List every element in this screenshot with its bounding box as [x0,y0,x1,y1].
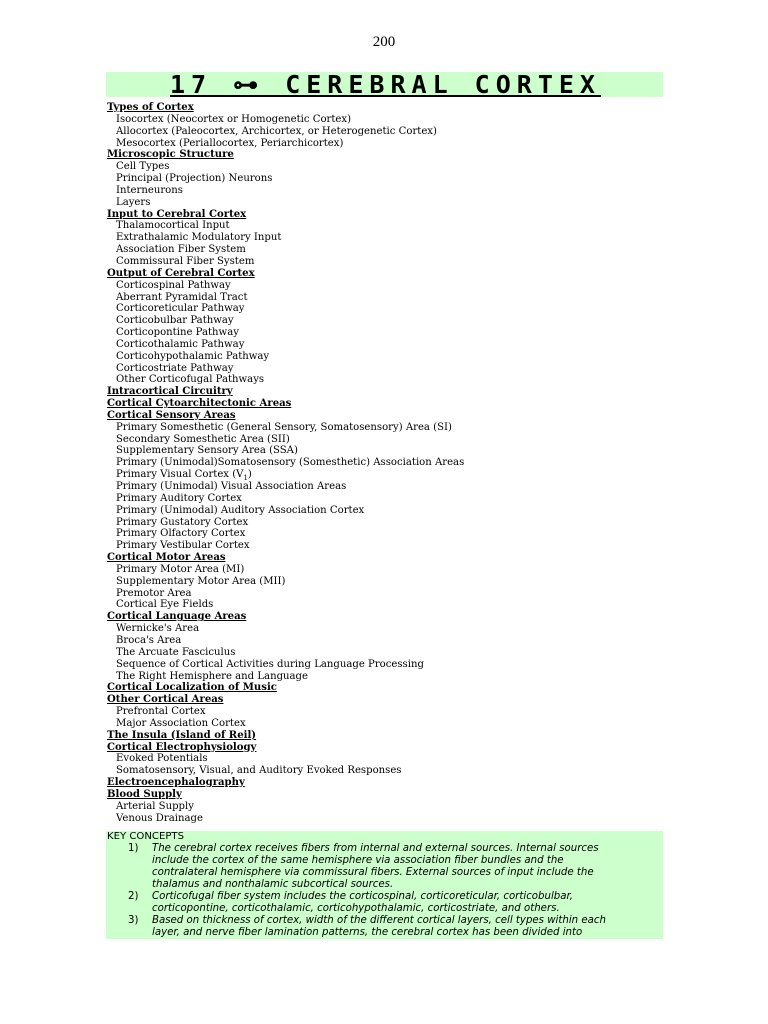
outline-text: Somatosensory, Visual, and Auditory Evoked Responses [116,765,402,777]
outline-heading [107,694,707,706]
key-concept-number: 1) [128,843,139,854]
key-concept-line: layer, and nerve fiber lamination patterns, the cerebral cortex has been divided into [152,927,583,938]
key-concept-line: thalamus and nonthalamic subcortical sources. [152,879,394,890]
key-concept-number: 2) [128,891,139,902]
outline-subitem [107,457,707,469]
outline-text: Input to Cerebral Cortex [107,208,247,220]
outline-subitem [107,528,707,540]
outline-subitem [107,126,707,138]
outline-subitem [107,315,707,327]
outline-text: Mesocortex (Periallocortex, Periarchicortex) [116,137,344,149]
outline-text: Corticospinal Pathway [116,279,231,291]
key-concept-text [152,915,652,939]
outline-text: Cortical Localization of Music [107,682,277,694]
outline-text: Output of Cerebral Cortex [107,267,255,279]
outline-text: Supplementary Motor Area (MII) [116,575,286,587]
outline-subitem [107,469,707,481]
outline-heading [107,398,707,410]
outline-text: Primary Auditory Cortex [116,492,242,504]
outline-subitem [107,173,707,185]
key-concept-number: 3) [128,915,139,926]
outline-text: Cortical Electrophysiology [107,741,257,753]
outline-text: Corticothalamic Pathway [116,338,245,350]
outline-text: Primary Visual Cortex (V [116,469,244,481]
outline-heading [107,789,707,801]
outline-subitem [107,244,707,256]
outline-subitem [107,197,707,209]
outline-text: Allocortex (Paleocortex, Archicortex, or Heterogenetic Cortex) [116,125,437,137]
outline-heading [107,777,707,789]
key-concept-line: include the cortex of the same hemisphere via association fiber bundles and the [152,855,564,866]
key-concept-line: corticopontine, corticothalamic, corticohypothalamic, corticostriate, and others. [152,903,560,914]
outline-text: Cortical Sensory Areas [107,409,236,421]
page-number: 200 [372,34,396,50]
outline-text: Corticostriate Pathway [116,362,234,374]
outline-text: Microscopic Structure [107,149,234,161]
outline-text: Corticoreticular Pathway [116,303,245,315]
outline-text: Cortical Motor Areas [107,552,226,564]
outline-subitem [107,339,707,351]
outline-heading [107,410,707,422]
outline-text: Layers [116,196,151,208]
outline-heading [107,268,707,280]
outline-text: Primary (Unimodal)Somatosensory (Somesthetic) Association Areas [116,457,465,469]
outline-text: Types of Cortex [107,102,194,113]
outline-subitem [107,422,707,434]
outline-subitem [107,706,707,718]
key-concept-line: The cerebral cortex receives fibers from internal and external sources. Internal sources [152,843,599,854]
outline-text: Cortical Cytoarchitectonic Areas [107,398,292,410]
outline-text: Broca's Area [116,634,182,646]
outline-text: Other Cortical Areas [107,694,224,706]
key-concepts-box [106,831,663,939]
outline-text: Primary Vestibular Cortex [116,540,250,552]
outline-subitem [107,138,707,150]
outline-text: The Arcuate Fasciculus [116,646,236,658]
chapter-title: 17 ⊶ CEREBRAL CORTEX [170,70,601,99]
key-concept-text [152,891,652,915]
outline-text: The Insula (Island of Reil) [107,729,257,741]
outline-text: Interneurons [116,184,183,196]
outline-text: Thalamocortical Input [116,220,230,232]
outline-text: Electroencephalography [107,777,245,789]
outline-subitem [107,256,707,268]
outline-subitem [107,635,707,647]
outline-subitem [107,517,707,529]
key-concept-text [152,843,652,891]
outline-subitem [107,303,707,315]
outline-text: Primary Motor Area (MI) [116,563,245,575]
outline-text: Cortical Eye Fields [116,599,214,611]
key-concept-line: Based on thickness of cortex, width of the different cortical layers, cell types within each [152,915,606,926]
outline-subitem [107,623,707,635]
outline-subitem [107,813,707,825]
chapter-title-banner [106,72,663,97]
outline-subitem [107,220,707,232]
outline-text: Aberrant Pyramidal Tract [116,291,248,303]
outline-subitem [107,232,707,244]
outline-heading [107,209,707,221]
outline-subitem [107,588,707,600]
outline-subitem [107,564,707,576]
outline-text: Isocortex (Neocortex or Homogenetic Cortex) [116,113,352,125]
outline-subitem [107,280,707,292]
outline-subitem [107,374,707,386]
outline-heading [107,682,707,694]
outline-text: Primary Olfactory Cortex [116,528,246,540]
outline-subitem [107,445,707,457]
outline-text: Intracortical Circuitry [107,386,233,398]
outline-text: Corticobulbar Pathway [116,315,234,327]
outline-subitem [107,599,707,611]
outline-subitem [107,801,707,813]
outline-subscript: 1 [243,474,248,483]
outline-subitem [107,753,707,765]
outline-text: Cortical Language Areas [107,611,247,623]
outline-subitem [107,481,707,493]
outline-subitem [107,327,707,339]
outline-text: Wernicke's Area [116,623,200,635]
outline-subitem [107,765,707,777]
outline-text: Extrathalamic Modulatory Input [116,232,282,244]
outline-subitem [107,351,707,363]
outline-subitem [107,671,707,683]
outline-text-suffix: ) [247,469,252,481]
outline-text: Secondary Somesthetic Area (SII) [116,433,290,445]
outline-text: Venous Drainage [116,812,203,824]
chapter-outline [107,102,707,824]
outline-subitem [107,363,707,375]
outline-subitem [107,659,707,671]
outline-text: Blood Supply [107,788,182,800]
outline-text: Major Association Cortex [116,717,246,729]
outline-subitem [107,434,707,446]
outline-subitem [107,292,707,304]
outline-heading [107,552,707,564]
key-concept-line: Corticofugal fiber system includes the corticospinal, corticoreticular, corticobulbar, [152,891,573,902]
outline-heading [107,742,707,754]
outline-text: Association Fiber System [116,244,246,256]
outline-heading [107,611,707,623]
outline-subitem [107,185,707,197]
outline-text: The Right Hemisphere and Language [116,670,308,682]
outline-text: Primary (Unimodal) Auditory Association Cortex [116,504,365,516]
key-concepts-label: KEY CONCEPTS [107,831,184,842]
outline-text: Premotor Area [116,587,192,599]
outline-text: Cell Types [116,161,170,173]
outline-text: Principal (Projection) Neurons [116,173,273,185]
outline-text: Primary (Unimodal) Visual Association Areas [116,481,347,492]
outline-text: Prefrontal Cortex [116,706,206,718]
outline-heading [107,149,707,161]
outline-heading [107,730,707,742]
outline-subitem [107,114,707,126]
outline-heading [107,386,707,398]
outline-subitem [107,647,707,659]
outline-subitem [107,718,707,730]
outline-text: Arterial Supply [116,800,194,812]
outline-subitem [107,493,707,505]
outline-subitem [107,505,707,517]
outline-text: Commissural Fiber System [116,255,255,267]
outline-text: Corticohypothalamic Pathway [116,350,270,362]
key-concept-line: contralateral hemisphere via commissural fibers. External sources of input include the [152,867,594,878]
outline-text: Primary Gustatory Cortex [116,516,249,528]
outline-text: Other Corticofugal Pathways [116,374,265,386]
outline-text: Primary Somesthetic (General Sensory, Somatosensory) Area (SI) [116,421,452,433]
outline-text: Evoked Potentials [116,753,208,765]
outline-text: Supplementary Sensory Area (SSA) [116,445,298,457]
outline-subitem [107,161,707,173]
outline-text: Corticopontine Pathway [116,327,239,339]
outline-subitem [107,540,707,552]
outline-heading [107,102,707,114]
outline-subitem [107,576,707,588]
outline-text: Sequence of Cortical Activities during Language Processing [116,658,424,670]
